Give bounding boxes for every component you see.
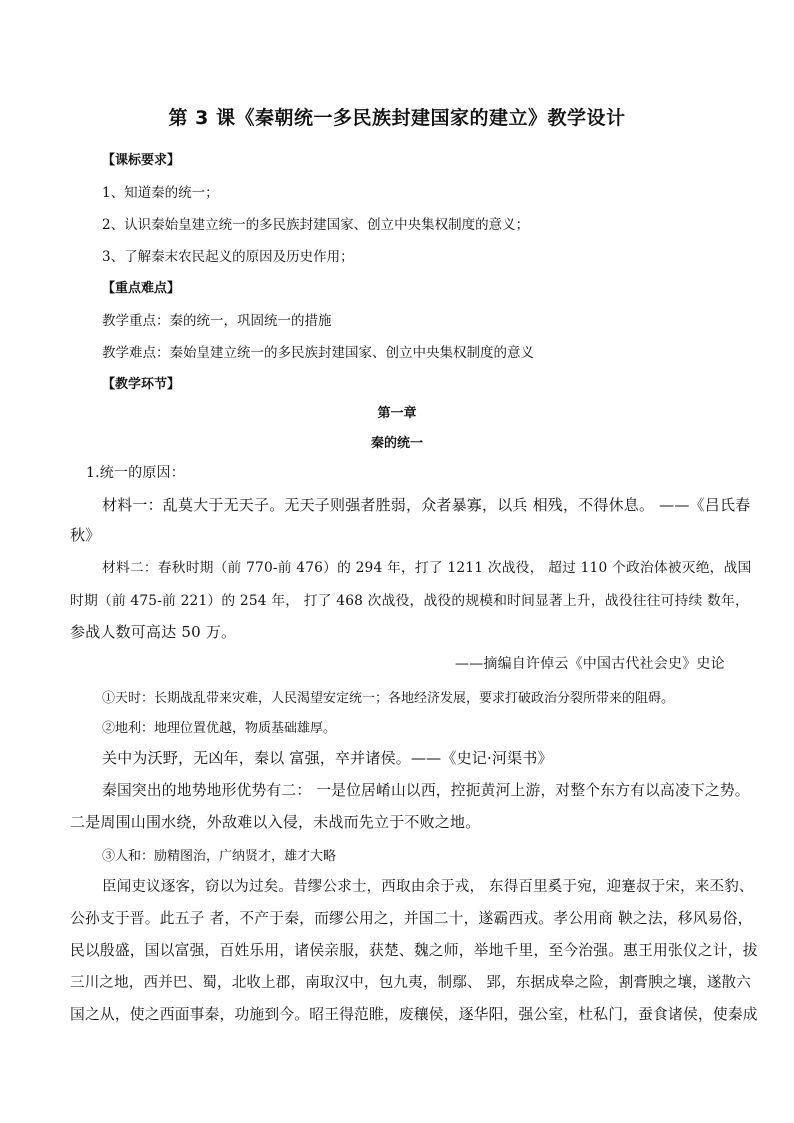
material-two-line-3: 参战人数可高达 50 万。 bbox=[70, 623, 237, 641]
quote-shiji: 关中为沃野，无凶年，秦以 富强，卒并诸侯。——《史记·河渠书》 bbox=[102, 749, 553, 767]
material-one-line-2: 秋》 bbox=[70, 526, 101, 544]
material-two-source: ——摘编自许倬云《中国古代社会史》史论 bbox=[455, 656, 725, 672]
memorial-line-5: 国之从，使之西面事秦，功施到今。昭王得范睢，废穰侯，逐华阳，强公室，杜私门，蚕食诸侯，使秦成 bbox=[70, 1006, 758, 1023]
memorial-line-1: 臣闻吏议逐客，窃以为过矣。昔缪公求士，西取由余于戎， 东得百里奚于宛，迎蹇叔于宋，来丕豹、 bbox=[102, 879, 754, 895]
point-geography: ②地利：地理位置优越，物质基础雄厚。 bbox=[102, 721, 337, 736]
material-one-line-1: 材料一：乱莫大于无天子。无天子则强者胜弱，众者暴寡，以兵 相残，不得休息。 ——《吕氏春 bbox=[102, 496, 751, 514]
standard-item: 2、认识秦始皇建立统一的多民族封建国家、创立中央集权制度的意义； bbox=[102, 217, 530, 233]
reason-heading: 1.统一的原因： bbox=[86, 465, 185, 481]
point-people: ③人和：励精图治，广纳贤才，雄才大略 bbox=[102, 849, 337, 864]
terrain-line-1: 秦国突出的地势地形优势有二： 一是位居崤山以西，控扼黄河上游，对整个东方有以高凌下之势。 bbox=[102, 782, 750, 799]
memorial-line-2: 公孙支于晋。此五子 者，不产于秦，而缪公用之，并国二十，遂霸西戎。孝公用商 鞅之法，移风易俗， bbox=[70, 910, 753, 927]
material-two-line-1: 材料二：春秋时期（前 770-前 476）的 294 年，打了 1211 次战役， 超过 110 个政治体被灭绝，战国 bbox=[102, 560, 752, 576]
chapter-heading: 第一章 bbox=[377, 406, 417, 421]
terrain-line-2: 二是周围山围水绕，外敌难以入侵，未战而先立于不败之地。 bbox=[70, 813, 481, 831]
section-heading-teaching-steps: 【教学环节】 bbox=[102, 377, 181, 392]
point-timing: ①天时：长期战乱带来灾难，人民渴望安定统一；各地经济发展，要求打破政治分裂所带来的阻碍。 bbox=[102, 691, 675, 706]
standard-item: 1、知道秦的统一； bbox=[102, 185, 219, 201]
chapter-subtitle: 秦的统一 bbox=[370, 436, 423, 451]
section-heading-key-points: 【重点难点】 bbox=[102, 281, 181, 296]
memorial-line-3: 民以殷盛，国以富强，百姓乐用，诸侯亲服，获楚、魏之师，举地千里，至今治强。惠王用张仪之计，拔 bbox=[70, 942, 758, 959]
standard-item: 3、了解秦末农民起义的原因及历史作用； bbox=[102, 249, 354, 265]
memorial-line-4: 三川之地，西并巴、蜀，北收上郡，南取汉中，包九夷，制鄢、 郢，东据成皋之险，割膏腴之壤，遂散六 bbox=[70, 975, 752, 991]
key-point-item: 教学重点：秦的统一，巩固统一的措施 bbox=[102, 313, 332, 329]
key-point-item: 教学难点：秦始皇建立统一的多民族封建国家、创立中央集权制度的意义 bbox=[102, 345, 534, 361]
material-two-line-2: 时期（前 475-前 221）的 254 年， 打了 468 次战役，战役的规模和时间显著上升，战役往往可持续 数年， bbox=[70, 593, 749, 609]
section-heading-standards: 【课标要求】 bbox=[102, 153, 181, 168]
document-title: 第 3 课《秦朝统一多民族封建国家的建立》教学设计 bbox=[168, 107, 626, 129]
